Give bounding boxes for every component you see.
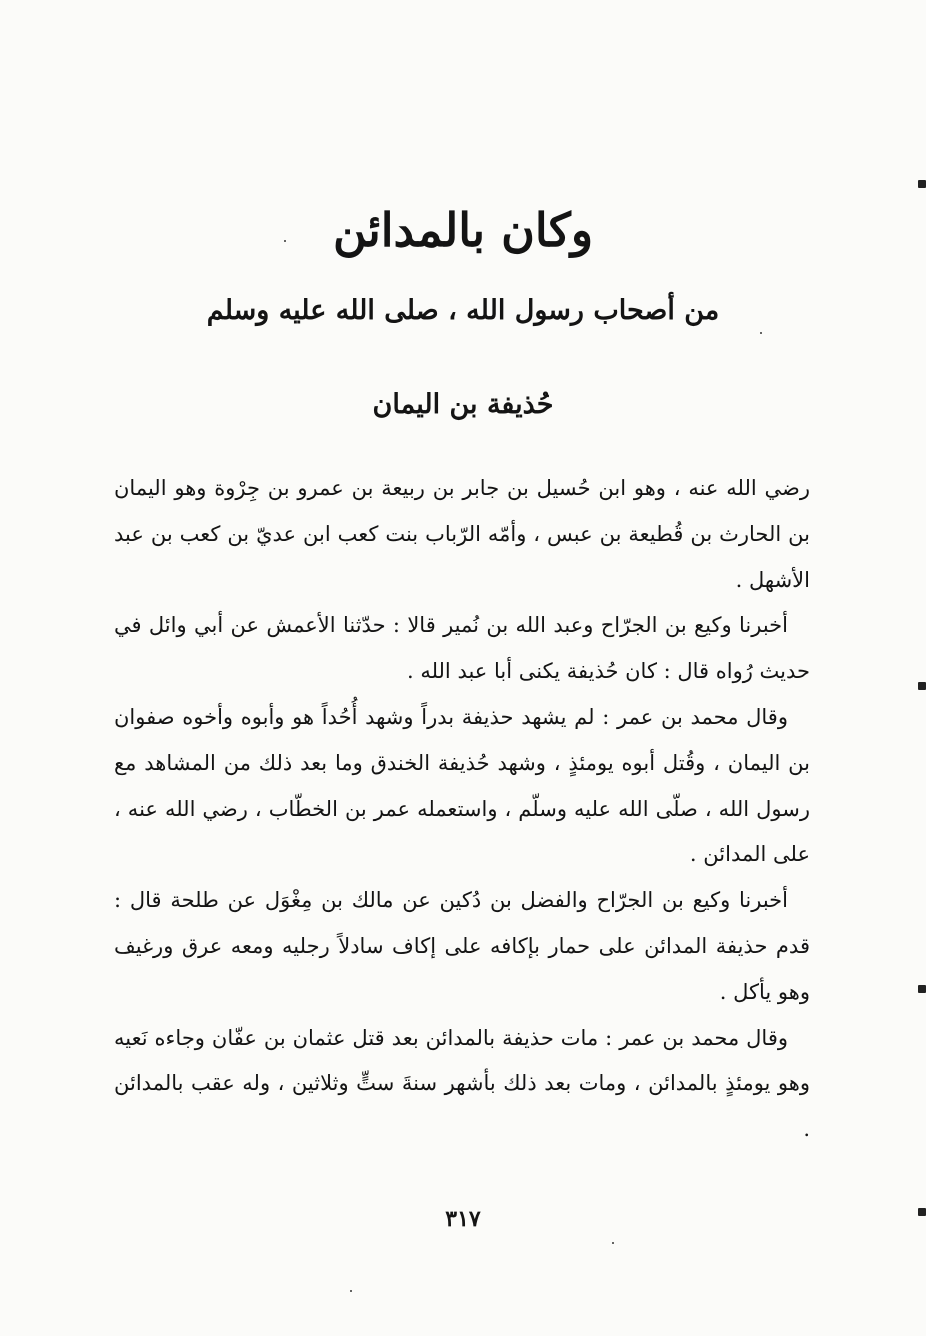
scan-speck <box>284 240 286 242</box>
paragraph-kunya: أخبرنا وكيع بن الجرّاح وعبد الله بن نُمير قالا : حدّثنا الأعمش عن أبي وائل في حديث رُواه قال : كان حُذيفة يكنى أبا عبد الله . <box>114 613 810 684</box>
section-subtitle: من أصحاب رسول الله ، صلى الله عليه وسلم <box>206 295 720 326</box>
scan-edge-mark <box>918 682 926 690</box>
section-title: وكان بالمدائن <box>332 203 594 257</box>
scan-speck <box>612 1242 614 1244</box>
scan-edge-mark <box>918 180 926 188</box>
paragraph-lineage: رضي الله عنه ، وهو ابن حُسيل بن جابر بن ربيعة بن عمرو بن جِرْوة وهو اليمان بن الحارث بن قُطيعة بن عبس ، وأمّه الرّباب بنت كعب ابن عديّ بن كعب بن عبد الأشهل . <box>114 476 810 592</box>
scan-edge-mark <box>918 985 926 993</box>
paragraph-death: وقال محمد بن عمر : مات حذيفة بالمدائن بعد قتل عثمان بن عفّان وجاءه نَعيه وهو يومئذٍ بالمدائن ، ومات بعد ذلك بأشهر سنةَ ستٍّ وثلاثين ، وله عقب بالمدائن . <box>114 1025 810 1142</box>
paragraph-battles: وقال محمد بن عمر : لم يشهد حذيفة بدراً وشهد أُحُداً هو وأبوه وأخوه صفوان بن اليمان ، وقُتل أبوه يومئذٍ ، وشهد حُذيفة الخندق وما بعد ذلك من المشاهد مع رسول الله ، صلّى الله عليه وسلّم ، واستعمله عمر بن الخطّاب ، رضي الله عنه ، على المدائن . <box>114 704 810 867</box>
page-number: ٣١٧ <box>445 1206 481 1232</box>
entry-heading: حُذيفة بن اليمان <box>372 389 554 420</box>
paragraph-arrival: أخبرنا وكيع بن الجرّاح والفضل بن دُكين عن مالك بن مِغْوَل عن طلحة قال : قدم حذيفة المدائن على حمار بإكافه على إكاف سادلاً رجليه ومعه عرق ورغيف وهو يأكل . <box>114 888 810 1004</box>
scan-speck <box>350 1290 352 1292</box>
scan-edge-mark <box>918 1208 926 1216</box>
scan-speck <box>760 332 762 334</box>
entry-body <box>114 466 810 1153</box>
